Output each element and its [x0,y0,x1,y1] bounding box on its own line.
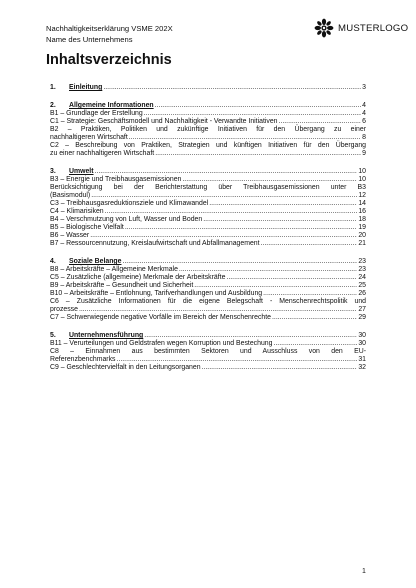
toc-entry-label: B7 – Ressourcennutzung, Kreislaufwirtschaft und Abfallmanagement [50,240,260,247]
toc-page-number: 8 [362,134,366,141]
toc-section-label: Allgemeine Informationen [69,102,154,109]
toc-entry-label: B3 – Energie und Treibhausgasemissionen [50,176,182,183]
toc-leader [105,208,358,216]
toc-entry-c2[interactable] [50,142,366,158]
toc-page-number: 12 [358,192,366,199]
toc-page-number: 10 [358,176,366,183]
toc-entry-b5[interactable] [50,224,366,232]
toc-leader [203,216,357,224]
toc-section-umwelt[interactable] [50,168,366,176]
toc-entry-label: C4 – Klimarisiken [50,208,104,215]
toc-entry-b6[interactable] [50,232,366,240]
toc-leader [90,232,357,240]
toc-section-number: 5. [50,332,56,339]
toc-leader [144,110,361,118]
toc-entry-b2[interactable] [50,126,366,142]
toc-page-number: 3 [362,84,366,91]
toc-entry-label: B5 – Biologische Vielfalt [50,224,124,231]
toc-section-number: 1. [50,84,56,91]
toc-entry-label: B10 – Arbeitskräfte – Entlohnung, Tarifverhandlungen und Ausbildung [50,290,263,297]
toc-leader [122,258,357,266]
toc-leader [129,134,361,142]
toc-entry-b9[interactable] [50,282,366,290]
toc-section-unternehmensfuehrung[interactable] [50,332,366,340]
toc-page-number: 32 [358,364,366,371]
toc-entry-label-line2: prozesse [50,306,78,313]
toc-entry-label: C3 – Treibhausgasreduktionsziele und Klimawandel [50,200,209,207]
toc-entry-label: B6 – Wasser [50,232,90,239]
toc-entry-b3-basismodul[interactable] [50,184,366,200]
page-header [46,24,173,45]
toc-entry-label-line2: zu einer nachhaltigeren Wirtschaft [50,150,155,157]
toc-entry-c6[interactable] [50,298,366,314]
toc-page-number: 19 [358,224,366,231]
toc-page-number: 20 [358,232,366,239]
toc-entry-c4[interactable] [50,208,366,216]
toc-leader [272,314,357,322]
toc-entry-label: C7 – Schwerwiegende negative Vorfälle im Bereich der Menschenrechte [50,314,272,321]
toc-page-number: 14 [358,200,366,207]
toc-page-number: 23 [358,266,366,273]
toc-entry-label-line2: Referenzbenchmarks [50,356,116,363]
toc-leader [261,240,358,248]
toc-page-number: 24 [358,274,366,281]
toc-leader [103,84,361,92]
toc-section-number: 4. [50,258,56,265]
toc-leader [144,332,357,340]
toc-page-number: 23 [358,258,366,265]
toc-entry-b8[interactable] [50,266,366,274]
toc-page-number: 21 [358,240,366,247]
toc-entry-b7[interactable] [50,240,366,248]
toc-page-number: 4 [362,102,366,109]
toc-page-number: 25 [358,282,366,289]
toc-entry-label-line1: Berücksichtigung bei der Berichterstattung über Treibhausgasemissionen unter B3 [50,184,366,191]
toc-section-label: Unternehmensführung [69,332,144,339]
toc-section-allgemeine-informationen[interactable] [50,102,366,110]
logo-icon [314,18,334,38]
toc-section-soziale-belange[interactable] [50,258,366,266]
toc-entry-c8[interactable] [50,348,366,364]
toc-entry-label: C1 – Strategie: Geschäftsmodell und Nachhaltigkeit - Verwandte Initiativen [50,118,278,125]
page-number: 1 [362,568,366,575]
toc-entry-label: B4 – Verschmutzung von Luft, Wasser und Boden [50,216,203,223]
toc-leader [182,176,357,184]
toc-entry-label-line2: nachhaltigeren Wirtschaft [50,134,128,141]
toc-leader [79,306,357,314]
toc-leader [209,200,357,208]
toc-leader [273,340,357,348]
toc-entry-b10[interactable] [50,290,366,298]
toc-page-number: 27 [358,306,366,313]
toc-section-number: 3. [50,168,56,175]
company-logo [314,18,408,38]
page-title: Inhaltsverzeichnis [46,52,172,68]
header-report-title: Nachhaltigkeitserklärung VSME 202X [46,24,173,33]
toc-entry-label: C9 – Geschlechtervielfalt in den Leitungsorganen [50,364,201,371]
table-of-contents [50,84,366,372]
toc-page-number: 30 [358,332,366,339]
toc-leader [279,118,362,126]
toc-section-label: Umwelt [69,168,94,175]
toc-leader [226,274,357,282]
toc-entry-label: B11 – Verurteilungen und Geldstrafen wegen Korruption und Bestechung [50,340,273,347]
toc-page-number: 18 [358,216,366,223]
toc-leader [202,364,358,372]
toc-page-number: 9 [362,150,366,157]
toc-entry-label: B1 – Grundlage der Erstellung [50,110,143,117]
toc-entry-label-line2: (Basismodul) [50,192,91,199]
toc-leader [95,168,358,176]
toc-page-number: 6 [362,118,366,125]
toc-entry-c1[interactable] [50,118,366,126]
toc-entry-c3[interactable] [50,200,366,208]
toc-section-einleitung[interactable] [50,84,366,92]
toc-leader [155,150,361,158]
toc-leader [179,266,357,274]
toc-section-label: Einleitung [69,84,103,91]
toc-leader [155,102,362,110]
toc-entry-label: B9 – Arbeitskräfte – Gesundheit und Sicherheit [50,282,194,289]
toc-entry-b4[interactable] [50,216,366,224]
toc-entry-label: C5 – Zusätzliche (allgemeine) Merkmale der Arbeitskräfte [50,274,226,281]
toc-entry-c5[interactable] [50,274,366,282]
toc-section-label: Soziale Belange [69,258,122,265]
toc-entry-b1[interactable] [50,110,366,118]
toc-entry-c7[interactable] [50,314,366,322]
toc-entry-label-line1: C6 – Zusätzliche Informationen für die eigene Belegschaft - Menschenrechtspolitik und [50,298,366,305]
logo-text: MUSTERLOGO [338,22,409,34]
toc-leader [91,192,357,200]
toc-leader [125,224,358,232]
toc-entry-b3[interactable] [50,176,366,184]
toc-page-number: 30 [358,340,366,347]
toc-entry-label: B8 – Arbeitskräfte – Allgemeine Merkmale [50,266,178,273]
toc-entry-c9[interactable] [50,364,366,372]
toc-page-number: 26 [358,290,366,297]
toc-page-number: 29 [358,314,366,321]
toc-entry-label-line1: C2 – Beschreibung von Praktiken, Strategien und künftigen Initiativen für den Übergang [50,142,366,149]
toc-entry-b11[interactable] [50,340,366,348]
toc-entry-label-line1: C8 – Einnahmen aus bestimmten Sektoren und Ausschluss von den EU- [50,348,366,355]
toc-page-number: 16 [358,208,366,215]
toc-entry-label-line1: B2 – Praktiken, Politiken und zukünftige Initiativen für den Übergang zu einer [50,126,366,133]
header-company-name: Name des Unternehmens [46,34,133,44]
toc-page-number: 10 [358,168,366,175]
toc-section-number: 2. [50,102,56,109]
toc-page-number: 31 [358,356,366,363]
toc-leader [263,290,357,298]
toc-leader [117,356,358,364]
toc-leader [194,282,357,290]
toc-page-number: 4 [362,110,366,117]
